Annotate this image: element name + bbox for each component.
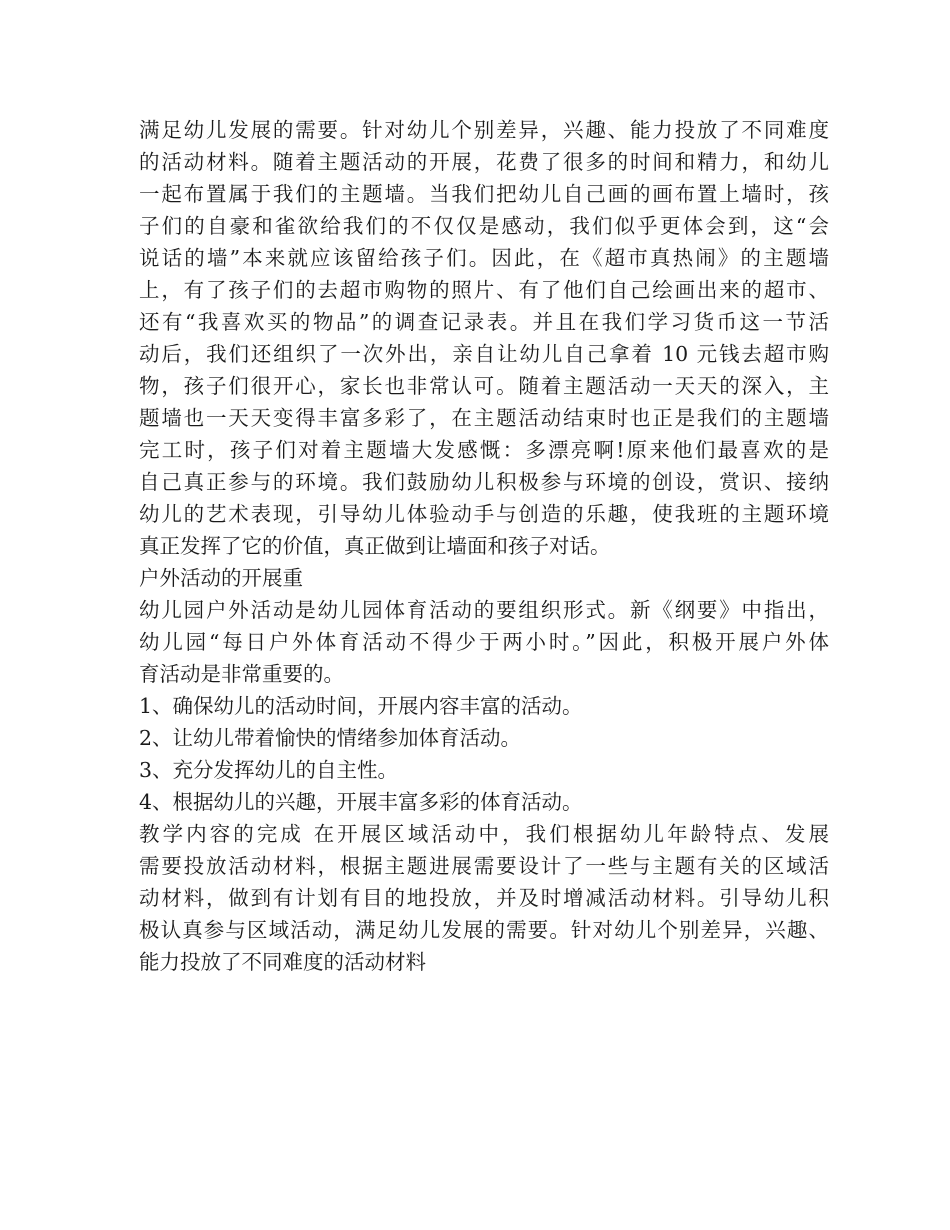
text-line: 需要投放活动材料，根据主题进展需要设计了一些与主题有关的区域活: [139, 854, 829, 878]
text-line: 物，孩子们很开心，家长也非常认可。随着主题活动一天天的深入，主: [139, 374, 829, 398]
text-line: 说话的墙”本来就应该留给孩子们。因此，在《超市真热闹》的主题墙: [139, 246, 829, 270]
text-line: 还有“我喜欢买的物品”的调查记录表。并且在我们学习货币这一节活: [139, 310, 829, 334]
text-line: 动后，我们还组织了一次外出，亲自让幼儿自己拿着 10 元钱去超市购: [139, 342, 829, 366]
text-line: 完工时，孩子们对着主题墙大发感慨：多漂亮啊!原来他们最喜欢的是: [139, 438, 829, 462]
text-line: 幼儿园“每日户外体育活动不得少于两小时。”因此，积极开展户外体: [139, 630, 829, 654]
text-line: 2、让幼儿带着愉快的情绪参加体育活动。: [139, 726, 522, 750]
text-line: 幼儿的艺术表现，引导幼儿体验动手与创造的乐趣，使我班的主题环境: [139, 502, 829, 526]
text-line: 动材料，做到有计划有目的地投放，并及时增减活动材料。引导幼儿积: [139, 886, 829, 910]
text-line: 的活动材料。随着主题活动的开展，花费了很多的时间和精力，和幼儿: [139, 150, 829, 174]
text-line: 题墙也一天天变得丰富多彩了，在主题活动结束时也正是我们的主题墙: [139, 406, 829, 430]
text-line: 1、确保幼儿的活动时间，开展内容丰富的活动。: [139, 694, 583, 718]
text-line: 子们的自豪和雀欲给我们的不仅仅是感动，我们似乎更体会到，这“会: [139, 214, 829, 238]
text-line: 极认真参与区域活动，满足幼儿发展的需要。针对幼儿个别差异，兴趣、: [139, 918, 829, 942]
text-line: 3、充分发挥幼儿的自主性。: [139, 758, 399, 782]
text-line: 教学内容的完成 在开展区域活动中，我们根据幼儿年龄特点、发展: [139, 822, 829, 846]
text-line: 真正发挥了它的价值，真正做到让墙面和孩子对话。: [139, 534, 611, 558]
text-line: 自己真正参与的环境。我们鼓励幼儿积极参与环境的创设，赏识、接纳: [139, 470, 829, 494]
text-line: 4、根据幼儿的兴趣，开展丰富多彩的体育活动。: [139, 790, 583, 814]
text-line: 满足幼儿发展的需要。针对幼儿个别差异，兴趣、能力投放了不同难度: [139, 118, 829, 142]
text-line: 育活动是非常重要的。: [139, 662, 344, 686]
text-line: 一起布置属于我们的主题墙。当我们把幼儿自己画的画布置上墙时，孩: [139, 182, 829, 206]
text-line: 户外活动的开展重: [139, 566, 303, 590]
text-line: 上，有了孩子们的去超市购物的照片、有了他们自己绘画出来的超市、: [139, 278, 829, 302]
text-line: 能力投放了不同难度的活动材料: [139, 950, 426, 974]
document-body: [139, 114, 829, 978]
text-line: 幼儿园户外活动是幼儿园体育活动的要组织形式。新《纲要》中指出，: [139, 598, 829, 622]
